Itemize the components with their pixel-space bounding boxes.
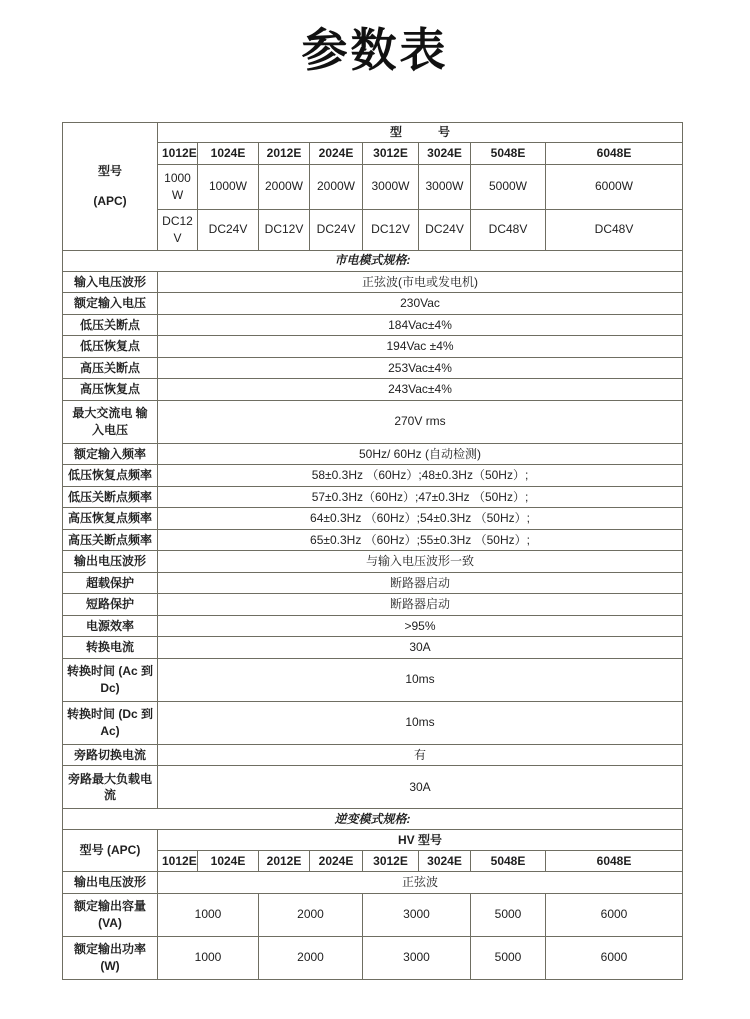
- rated-power-value: 5000: [471, 936, 546, 979]
- spec-label: 输入电压波形: [63, 271, 158, 293]
- spec-label: 低压关断点: [63, 314, 158, 336]
- spec-label: 旁路最大负载电流: [63, 766, 158, 809]
- capacity-label: 额定输出容量 (VA): [63, 893, 158, 936]
- power-cell: 3000W: [363, 164, 419, 209]
- spec-value: 184Vac±4%: [158, 314, 683, 336]
- spec-label: 最大交流电 输入电压: [63, 400, 158, 443]
- rated-power-label: 额定输出功率 (W): [63, 936, 158, 979]
- spec-value: 230Vac: [158, 293, 683, 315]
- capacity-value: 6000: [546, 893, 683, 936]
- rated-power-value: 3000: [363, 936, 471, 979]
- dc-voltage-cell: DC12V: [158, 209, 198, 250]
- model-cell: 6048E: [546, 142, 683, 164]
- capacity-value: 2000: [259, 893, 363, 936]
- corner-model-label: 型号: [97, 163, 122, 178]
- capacity-value: 5000: [471, 893, 546, 936]
- power-cell: 6000W: [546, 164, 683, 209]
- spec-value: 10ms: [158, 701, 683, 744]
- spec-label: 短路保护: [63, 594, 158, 616]
- dc-voltage-cell: DC24V: [419, 209, 471, 250]
- power-cell: 1000W: [158, 164, 198, 209]
- spec-value: 194Vac ±4%: [158, 336, 683, 358]
- hv-model-cell: 1012E: [158, 851, 198, 872]
- spec-label: 高压关断点频率: [63, 529, 158, 551]
- model-cell: 3024E: [419, 142, 471, 164]
- hv-model-cell: 2012E: [259, 851, 310, 872]
- section-header-mains: 市电模式规格:: [63, 250, 683, 271]
- capacity-value: 1000: [158, 893, 259, 936]
- hv-model-cell: 5048E: [471, 851, 546, 872]
- spec-value: 58±0.3Hz （60Hz）;48±0.3Hz（50Hz）;: [158, 465, 683, 487]
- spec-value: 64±0.3Hz （60Hz）;54±0.3Hz （50Hz）;: [158, 508, 683, 530]
- spec-label: 额定输入电压: [63, 293, 158, 315]
- model-cell: 1024E: [198, 142, 259, 164]
- spec-label: 高压恢复点频率: [63, 508, 158, 530]
- section-header-inverter: 逆变模式规格:: [63, 809, 683, 830]
- spec-value: 50Hz/ 60Hz (自动检测): [158, 443, 683, 465]
- model-cell: 1012E: [158, 142, 198, 164]
- spec-value: 断路器启动: [158, 572, 683, 594]
- spec-label: 转换时间 (Ac 到 Dc): [63, 658, 158, 701]
- spec-value: 65±0.3Hz （60Hz）;55±0.3Hz （50Hz）;: [158, 529, 683, 551]
- rated-power-value: 2000: [259, 936, 363, 979]
- spec-label: 低压恢复点频率: [63, 465, 158, 487]
- dc-voltage-cell: DC12V: [259, 209, 310, 250]
- model-cell: 3012E: [363, 142, 419, 164]
- spec-value: 243Vac±4%: [158, 379, 683, 401]
- hv-model-cell: 1024E: [198, 851, 259, 872]
- power-cell: 2000W: [259, 164, 310, 209]
- dc-voltage-cell: DC24V: [310, 209, 363, 250]
- rated-power-value: 1000: [158, 936, 259, 979]
- spec-label: 转换时间 (Dc 到 Ac): [63, 701, 158, 744]
- hv-model-cell: 3024E: [419, 851, 471, 872]
- rated-power-value: 6000: [546, 936, 683, 979]
- model-cell: 2024E: [310, 142, 363, 164]
- hv-model-cell: 6048E: [546, 851, 683, 872]
- spec-label: 电源效率: [63, 615, 158, 637]
- spec-label: 额定输入频率: [63, 443, 158, 465]
- hv-model-cell: 2024E: [310, 851, 363, 872]
- corner-model-cell: [63, 123, 158, 251]
- hv-model-cell: 3012E: [363, 851, 419, 872]
- power-cell: 1000W: [198, 164, 259, 209]
- output-waveform-label: 输出电压波形: [63, 872, 158, 894]
- spec-value: 30A: [158, 766, 683, 809]
- spec-table: [62, 122, 683, 980]
- spec-value: 与输入电压波形一致: [158, 551, 683, 573]
- spec-label: 转换电流: [63, 637, 158, 659]
- spec-label: 输出电压波形: [63, 551, 158, 573]
- spec-value: 有: [158, 744, 683, 766]
- hv-model-header: HV 型号: [158, 830, 683, 851]
- page-title: 参数表: [301, 24, 449, 76]
- spec-label: 旁路切换电流: [63, 744, 158, 766]
- spec-value: 253Vac±4%: [158, 357, 683, 379]
- spec-value: 断路器启动: [158, 594, 683, 616]
- dc-voltage-cell: DC48V: [546, 209, 683, 250]
- output-waveform-value: 正弦波: [158, 872, 683, 894]
- dc-voltage-cell: DC24V: [198, 209, 259, 250]
- model-number-header: 型 号: [158, 123, 683, 143]
- spec-value: >95%: [158, 615, 683, 637]
- spec-value: 30A: [158, 637, 683, 659]
- spec-label: 低压关断点频率: [63, 486, 158, 508]
- spec-label: 超载保护: [63, 572, 158, 594]
- spec-value: 10ms: [158, 658, 683, 701]
- dc-voltage-cell: DC48V: [471, 209, 546, 250]
- model-cell: 5048E: [471, 142, 546, 164]
- spec-label: 高压关断点: [63, 357, 158, 379]
- spec-label: 高压恢复点: [63, 379, 158, 401]
- capacity-value: 3000: [363, 893, 471, 936]
- power-cell: 5000W: [471, 164, 546, 209]
- power-cell: 3000W: [419, 164, 471, 209]
- spec-value: 57±0.3Hz（60Hz）;47±0.3Hz （50Hz）;: [158, 486, 683, 508]
- dc-voltage-cell: DC12V: [363, 209, 419, 250]
- spec-value: 正弦波(市电或发电机): [158, 271, 683, 293]
- spec-label: 低压恢复点: [63, 336, 158, 358]
- spec-value: 270V rms: [158, 400, 683, 443]
- model-cell: 2012E: [259, 142, 310, 164]
- hv-model-label: 型号 (APC): [63, 830, 158, 872]
- corner-gap: [67, 179, 153, 193]
- power-cell: 2000W: [310, 164, 363, 209]
- corner-apc-label: (APC): [93, 194, 127, 209]
